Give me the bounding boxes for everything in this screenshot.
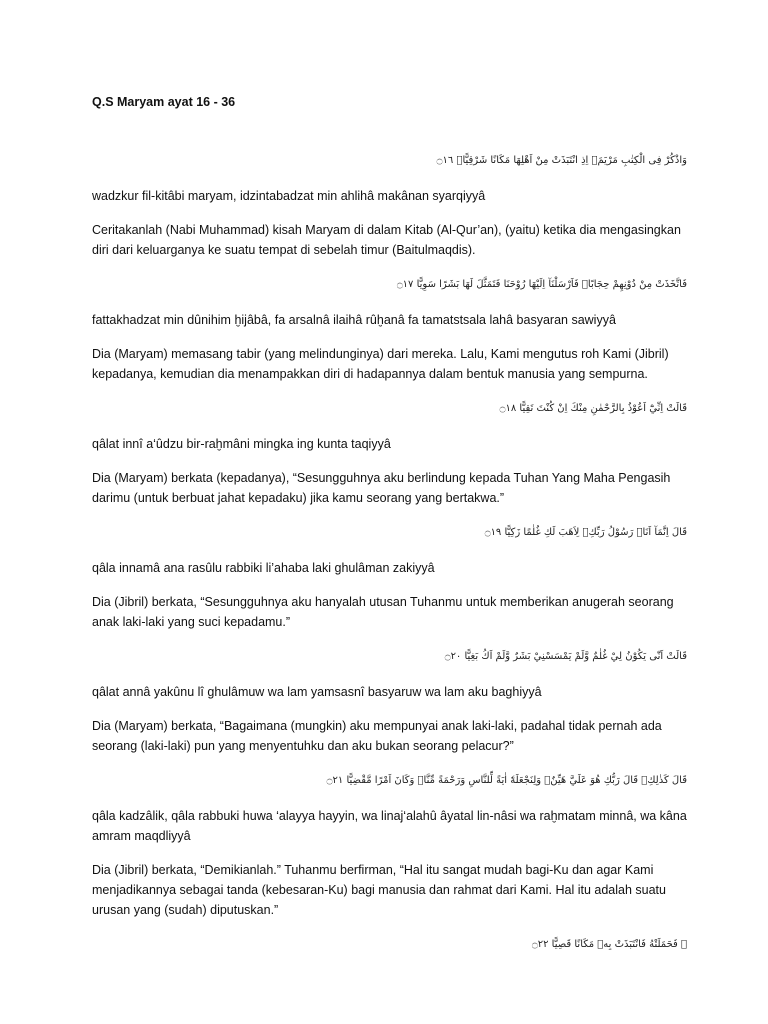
verse-translation: Dia (Maryam) memasang tabir (yang melindunginya) dari mereka. Lalu, Kami mengutus roh Kami (Jibril) kepadanya, kemudian dia menampakkan diri di hadapannya dalam bentuk manusia yang sempurna. — [92, 347, 669, 381]
latin-transliteration: wadzkur fil-kitâbi maryam, idzintabadzat min ahlihâ makânan syarqiyyâ — [92, 189, 486, 203]
verse-block — [92, 150, 687, 274]
arabic-verse: وَاذْكُرْ فِى الْكِتٰبِ مَرْيَمَۘ اِذِ انْتَبَذَتْ مِنْ اَهْلِهَا مَكَانًا شَرْقِيًّاۙ ۝١٦ — [436, 155, 687, 166]
latin-transliteration: qâla kadzâlik, qâla rabbuki huwa ‘alayya hayyin, wa linaj‘alahû âyatal lin-nâsi wa raḫmatam minnâ, wa kâna amram maqdliyyâ — [92, 809, 687, 843]
latin-transliteration: fattakhadzat min dûnihim ḫijâbâ, fa arsalnâ ilaihâ rûḫanâ fa tamatstsala lahâ basyaran sawiyyâ — [92, 313, 616, 327]
verse-list — [92, 150, 687, 956]
latin-transliteration: qâlat innî a‘ûdzu bir-raḫmâni mingka ing kunta taqiyyâ — [92, 437, 391, 451]
verse-translation: Ceritakanlah (Nabi Muhammad) kisah Maryam di dalam Kitab (Al-Qur’an), (yaitu) ketika dia mengasingkan diri dari keluarganya ke suatu tempat di sebelah timur (Baitulmaqdis). — [92, 223, 681, 257]
verse-translation: Dia (Maryam) berkata, “Bagaimana (mungkin) aku mempunyai anak laki-laki, padahal tidak pernah ada seorang (laki-laki) pun yang menyentuhku dan aku bukan seorang pelacur?” — [92, 719, 662, 753]
verse-translation: Dia (Maryam) berkata (kepadanya), “Sesungguhnya aku berlindung kepada Tuhan Yang Maha Pengasih darimu (untuk berbuat jahat kepadaku) jika kamu seorang yang bertakwa.” — [92, 471, 671, 505]
arabic-verse: قَالَ كَذٰلِكِۚ قَالَ رَبُّكِ هُوَ عَلَيَّ هَيِّنٌۚ وَلِنَجْعَلَهٗٓ اٰيَةً لِّلنَّاسِ وَرَحْمَةً مِّنَّاۚ وَكَانَ اَمْرًا مَّقْضِيًّا ۝٢١ — [326, 775, 687, 786]
latin-transliteration: qâla innamâ ana rasûlu rabbiki li’ahaba laki ghulâman zakiyyâ — [92, 561, 435, 575]
verse-block — [92, 934, 687, 956]
verse-block — [92, 398, 687, 522]
arabic-verse: قَالَتْ اِنِّيْٓ اَعُوْذُ بِالرَّحْمٰنِ مِنْكَ اِنْ كُنْتَ تَقِيًّا ۝١٨ — [499, 403, 687, 414]
latin-transliteration: qâlat annâ yakûnu lî ghulâmuw wa lam yamsasnî basyaruw wa lam aku baghiyyâ — [92, 685, 542, 699]
arabic-verse: قَالَتْ اَنّٰى يَكُوْنُ لِيْ غُلٰمٌ وَّلَمْ يَمْسَسْنِيْ بَشَرٌ وَّلَمْ اَكُ بَغِيًّا ۝٢٠ — [444, 651, 687, 662]
verse-block — [92, 770, 687, 934]
arabic-verse: قَالَ اِنَّمَآ اَنَا۠ رَسُوْلُ رَبِّكِۖ لِاَهَبَ لَكِ غُلٰمًا زَكِيًّا ۝١٩ — [484, 527, 687, 538]
verse-block — [92, 522, 687, 646]
verse-translation: Dia (Jibril) berkata, “Sesungguhnya aku hanyalah utusan Tuhanmu untuk memberikan anugerah seorang anak laki-laki yang suci kepadamu.” — [92, 595, 674, 629]
verse-translation: Dia (Jibril) berkata, “Demikianlah.” Tuhanmu berfirman, “Hal itu sangat mudah bagi-Ku dan agar Kami menjadikannya sebagai tanda (kebesaran-Ku) bagi manusia dan rahmat dari Kami. Hal itu adalah suatu urusan yang (sudah) diputuskan.” — [92, 863, 666, 917]
arabic-verse: ۞ فَحَمَلَتْهُ فَانْتَبَذَتْ بِهٖ مَكَانًا قَصِيًّا ۝٢٢ — [531, 939, 687, 950]
verse-block — [92, 646, 687, 770]
verse-block — [92, 274, 687, 398]
arabic-verse: فَاتَّخَذَتْ مِنْ دُوْنِهِمْ حِجَابًاۗ فَاَرْسَلْنَآ اِلَيْهَا رُوْحَنَا فَتَمَثَّلَ لَهَا بَشَرًا سَوِيًّا ۝١٧ — [396, 279, 687, 290]
document-title: Q.S Maryam ayat 16 - 36 — [92, 95, 236, 109]
